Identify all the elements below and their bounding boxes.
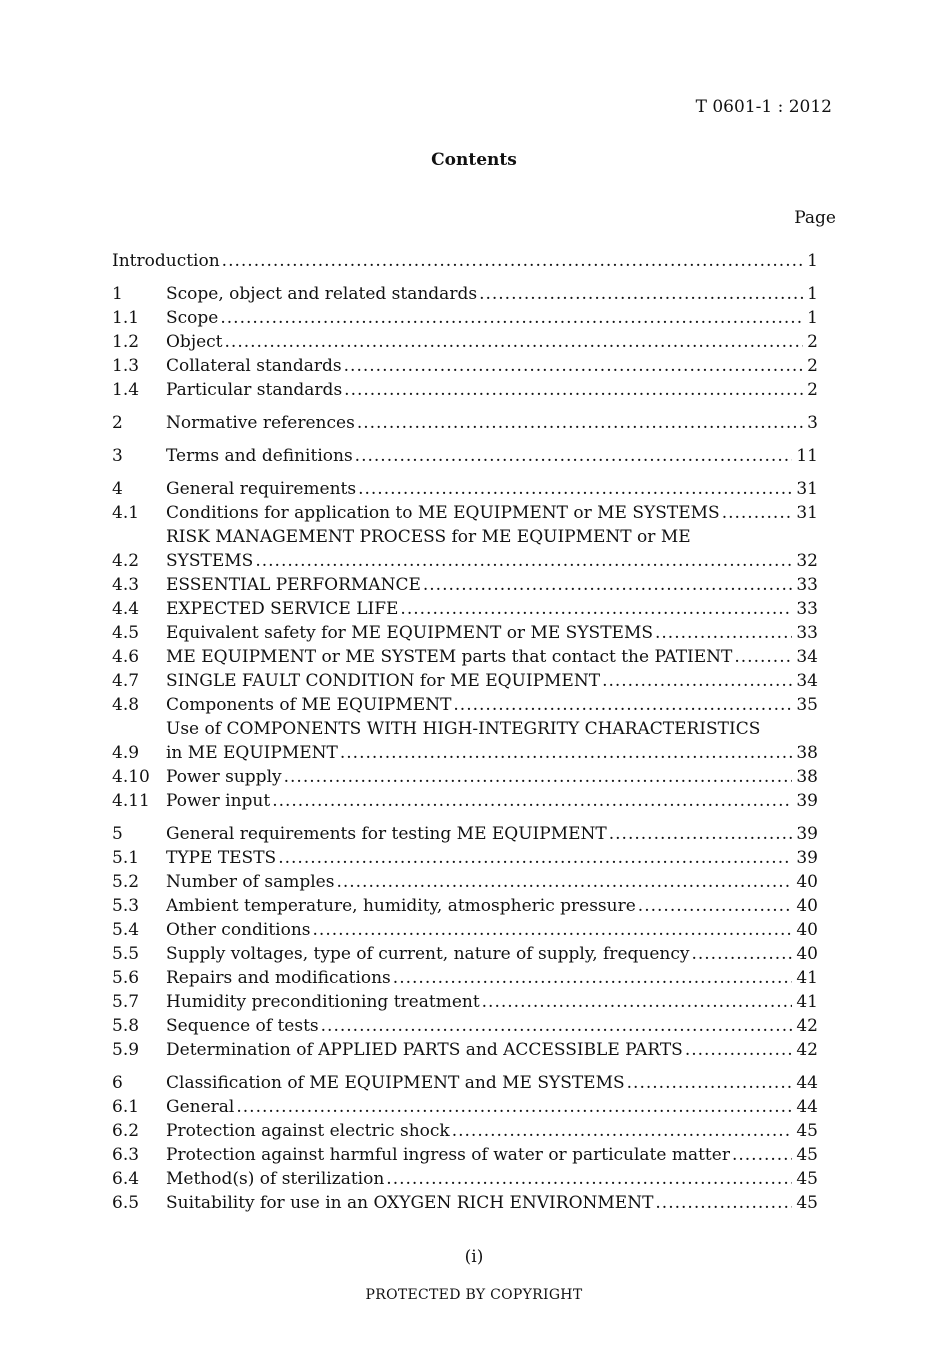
toc-entry-title: Normative references xyxy=(166,413,355,433)
dot-leader xyxy=(638,894,793,918)
toc-entry-title: Ambient temperature, humidity, atmospheric pressure xyxy=(166,896,636,916)
toc-entry-title-wrap xyxy=(166,918,796,942)
dot-leader xyxy=(225,330,804,354)
toc-entry[interactable] xyxy=(112,1191,818,1215)
toc-entry-page: 42 xyxy=(796,1016,818,1036)
toc-entry[interactable] xyxy=(112,1119,818,1143)
toc-entry-title-wrap xyxy=(166,789,796,813)
toc-entry[interactable] xyxy=(112,249,818,273)
toc-entry-number: 1 xyxy=(112,284,123,304)
toc-entry-number: 5.2 xyxy=(112,872,140,892)
toc-entry-title-wrap xyxy=(166,411,807,435)
dot-leader xyxy=(336,870,792,894)
dot-leader xyxy=(452,1119,793,1143)
toc-entry-number: 6.4 xyxy=(112,1169,140,1189)
toc-entry-page: 35 xyxy=(796,695,818,715)
toc-entry[interactable] xyxy=(112,597,818,621)
toc-entry-number: 1.2 xyxy=(112,332,140,352)
toc-entry-page: 11 xyxy=(796,446,818,466)
toc-entry[interactable] xyxy=(112,306,818,330)
dot-leader xyxy=(344,378,803,402)
toc-entry-title: Suitability for use in an OXYGEN RICH ENVIRONMENT xyxy=(166,1193,654,1213)
toc-section xyxy=(112,477,818,813)
toc-entry-number: 5 xyxy=(112,824,123,844)
dot-leader xyxy=(655,1191,792,1215)
toc-entry-number: 2 xyxy=(112,413,123,433)
toc-entry-number: 6.1 xyxy=(112,1097,140,1117)
toc-entry-number: 4.1 xyxy=(112,503,140,523)
toc-entry-title: TYPE TESTS xyxy=(166,848,277,868)
toc-entry-number: 6.3 xyxy=(112,1145,140,1165)
toc-entry-title: Sequence of tests xyxy=(166,1016,319,1036)
dot-leader xyxy=(321,1014,793,1038)
toc-entry-title: Terms and definitions xyxy=(166,446,353,466)
toc-entry-title: SINGLE FAULT CONDITION for ME EQUIPMENT xyxy=(166,671,601,691)
toc-entry[interactable] xyxy=(112,1167,818,1191)
toc-entry-title: Classification of ME EQUIPMENT and ME SYSTEMS xyxy=(166,1073,625,1093)
toc-section xyxy=(112,822,818,1062)
toc-entry-title-wrap xyxy=(166,1095,796,1119)
toc-entry-title-wrap xyxy=(166,669,796,693)
toc-entry-number: 1.1 xyxy=(112,308,140,328)
toc-entry-title-wrap xyxy=(166,621,796,645)
toc-entry-number: 6.2 xyxy=(112,1121,140,1141)
toc-entry-title-wrap xyxy=(166,477,796,501)
toc-entry-title: Particular standards xyxy=(166,380,343,400)
toc-entry[interactable] xyxy=(112,669,818,693)
dot-leader xyxy=(344,354,804,378)
toc-entry-title-wrap xyxy=(166,525,796,573)
page-number: (i) xyxy=(464,1247,484,1267)
dot-leader xyxy=(453,693,792,717)
toc-entry-number: 4.5 xyxy=(112,623,140,643)
toc-entry-title-wrap xyxy=(166,1167,796,1191)
toc-entry-title: Repairs and modifications xyxy=(166,968,391,988)
toc-entry[interactable] xyxy=(112,330,818,354)
toc-entry-title: Determination of APPLIED PARTS and ACCESSIBLE PARTS xyxy=(166,1040,683,1060)
dot-leader xyxy=(691,942,792,966)
toc-entry[interactable] xyxy=(112,870,818,894)
toc-entry-title-wrap xyxy=(166,1038,796,1062)
toc-entry-title-wrap xyxy=(166,765,796,789)
toc-entry-number: 6 xyxy=(112,1073,123,1093)
toc-entry-title: General requirements xyxy=(166,479,357,499)
toc-entry-page: 34 xyxy=(796,671,818,691)
toc-entry-title-wrap xyxy=(166,501,796,525)
toc-entry[interactable] xyxy=(112,1014,818,1038)
toc-entry-number: 5.7 xyxy=(112,992,140,1012)
toc-entry-number: 1.3 xyxy=(112,356,140,376)
dot-leader xyxy=(272,789,792,813)
toc-entry-title: Scope xyxy=(166,308,219,328)
dot-leader xyxy=(340,741,792,765)
toc-entry-title-wrap xyxy=(166,282,807,306)
toc-entry[interactable] xyxy=(112,765,818,789)
toc-entry[interactable] xyxy=(112,918,818,942)
toc-entry-page: 33 xyxy=(796,575,818,595)
toc-entry-page: 40 xyxy=(796,920,818,940)
dot-leader xyxy=(236,1095,792,1119)
toc-entry-title-wrap xyxy=(166,894,796,918)
dot-leader xyxy=(222,249,804,273)
toc-entry-page: 39 xyxy=(796,791,818,811)
toc-entry-page: 1 xyxy=(807,251,818,271)
toc-entry[interactable] xyxy=(112,822,818,846)
toc-entry-title-wrap xyxy=(166,306,807,330)
dot-leader xyxy=(255,549,792,573)
toc-entry-title: ME EQUIPMENT or ME SYSTEM parts that contact the PATIENT xyxy=(166,647,733,667)
toc-entry[interactable] xyxy=(112,1038,818,1062)
dot-leader xyxy=(400,597,792,621)
toc-entry-number: 4.9 xyxy=(112,743,140,763)
dot-leader xyxy=(357,411,803,435)
toc-entry-title: ESSENTIAL PERFORMANCE xyxy=(166,575,421,595)
toc-entry-title: Supply voltages, type of current, nature of supply, frequency xyxy=(166,944,690,964)
toc-entry-title: Protection against electric shock xyxy=(166,1121,450,1141)
toc-entry-page: 33 xyxy=(796,623,818,643)
toc-entry-page: 2 xyxy=(807,356,818,376)
toc-entry-page: 45 xyxy=(796,1145,818,1165)
toc-entry-number: 4.6 xyxy=(112,647,140,667)
dot-leader xyxy=(609,822,793,846)
dot-leader xyxy=(732,1143,792,1167)
toc-entry[interactable] xyxy=(112,1095,818,1119)
toc-entry[interactable] xyxy=(112,282,818,306)
toc-entry-title: Introduction xyxy=(112,251,220,271)
toc-section xyxy=(112,411,818,435)
toc-entry[interactable] xyxy=(112,789,818,813)
toc-entry-page: 41 xyxy=(796,992,818,1012)
toc-entry-page: 44 xyxy=(796,1073,818,1093)
toc-entry-title-wrap xyxy=(166,330,807,354)
toc-entry-title: Power input xyxy=(166,791,271,811)
toc-entry-number: 5.8 xyxy=(112,1016,140,1036)
toc-entry-title: Number of samples xyxy=(166,872,335,892)
toc-entry-title: Equivalent safety for ME EQUIPMENT or ME SYSTEMS xyxy=(166,623,653,643)
toc-entry-page: 40 xyxy=(796,872,818,892)
dot-leader xyxy=(655,621,792,645)
toc-entry-page: 40 xyxy=(796,944,818,964)
toc-entry-number: 4.11 xyxy=(112,791,150,811)
toc-entry-number: 5.6 xyxy=(112,968,140,988)
toc-entry[interactable] xyxy=(112,894,818,918)
toc-entry-title: Other conditions xyxy=(166,920,311,940)
toc-entry-page: 45 xyxy=(796,1193,818,1213)
toc-entry[interactable] xyxy=(112,717,818,765)
toc-entry-title: Collateral standards xyxy=(166,356,342,376)
toc-entry[interactable] xyxy=(112,501,818,525)
table-of-contents xyxy=(112,249,818,1224)
toc-entry-title: Humidity preconditioning treatment xyxy=(166,992,480,1012)
toc-entry-title-wrap xyxy=(166,1014,796,1038)
toc-entry-number: 5.4 xyxy=(112,920,140,940)
dot-leader xyxy=(358,477,792,501)
toc-entry-number: 4.4 xyxy=(112,599,140,619)
copyright-footer: PROTECTED BY COPYRIGHT xyxy=(365,1287,583,1303)
toc-entry-title-continued: SYSTEMS xyxy=(166,551,254,571)
dot-leader xyxy=(284,765,793,789)
toc-entry-number: 3 xyxy=(112,446,123,466)
toc-entry[interactable] xyxy=(112,378,818,402)
dot-leader xyxy=(627,1071,793,1095)
toc-entry-title-wrap xyxy=(166,444,796,468)
toc-entry[interactable] xyxy=(112,411,818,435)
toc-entry-number: 4 xyxy=(112,479,123,499)
toc-entry[interactable] xyxy=(112,573,818,597)
toc-section xyxy=(112,1071,818,1215)
toc-entry-page: 44 xyxy=(796,1097,818,1117)
toc-entry-page: 41 xyxy=(796,968,818,988)
toc-entry-number: 1.4 xyxy=(112,380,140,400)
toc-entry-number: 6.5 xyxy=(112,1193,140,1213)
toc-entry-title-continued-line xyxy=(166,549,796,573)
toc-entry-number: 5.3 xyxy=(112,896,140,916)
toc-entry-title-wrap xyxy=(166,1191,796,1215)
toc-entry[interactable] xyxy=(112,693,818,717)
toc-section xyxy=(112,282,818,402)
toc-entry[interactable] xyxy=(112,942,818,966)
toc-entry-title-wrap xyxy=(166,1119,796,1143)
page-column-label: Page xyxy=(794,208,836,228)
toc-entry-number: 4.8 xyxy=(112,695,140,715)
toc-entry-title-wrap xyxy=(166,870,796,894)
toc-entry[interactable] xyxy=(112,1143,818,1167)
toc-entry-title: Method(s) of sterilization xyxy=(166,1169,385,1189)
toc-entry-page: 1 xyxy=(807,308,818,328)
toc-entry-title-wrap xyxy=(166,354,807,378)
toc-entry-number: 5.9 xyxy=(112,1040,140,1060)
contents-heading: Contents xyxy=(431,150,517,170)
toc-entry-title: Use of COMPONENTS WITH HIGH-INTEGRITY CHARACTERISTICS xyxy=(166,719,761,739)
toc-entry[interactable] xyxy=(112,444,818,468)
toc-entry-page: 40 xyxy=(796,896,818,916)
dot-leader xyxy=(355,444,793,468)
toc-entry-title: Conditions for application to ME EQUIPMENT or ME SYSTEMS xyxy=(166,503,720,523)
toc-entry[interactable] xyxy=(112,525,818,573)
toc-entry[interactable] xyxy=(112,1071,818,1095)
toc-entry[interactable] xyxy=(112,477,818,501)
toc-entry-page: 2 xyxy=(807,380,818,400)
dot-leader xyxy=(386,1167,792,1191)
toc-entry-title: Protection against harmful ingress of water or particulate matter xyxy=(166,1145,730,1165)
toc-entry-title: Components of ME EQUIPMENT xyxy=(166,695,452,715)
toc-entry-page: 45 xyxy=(796,1121,818,1141)
toc-entry-title: Object xyxy=(166,332,223,352)
toc-entry-title: EXPECTED SERVICE LIFE xyxy=(166,599,399,619)
toc-entry-title-continued-line xyxy=(166,741,796,765)
dot-leader xyxy=(482,990,793,1014)
toc-entry-page: 1 xyxy=(807,284,818,304)
toc-entry-page: 31 xyxy=(796,479,818,499)
dot-leader xyxy=(685,1038,793,1062)
toc-entry-page: 3 xyxy=(807,413,818,433)
toc-entry-number: 4.3 xyxy=(112,575,140,595)
toc-entry-title-wrap xyxy=(166,573,796,597)
dot-leader xyxy=(734,645,792,669)
toc-entry-title-continued: in ME EQUIPMENT xyxy=(166,743,338,763)
toc-entry-title: RISK MANAGEMENT PROCESS for ME EQUIPMENT or ME xyxy=(166,527,691,547)
toc-entry-page: 31 xyxy=(796,503,818,523)
dot-leader xyxy=(393,966,793,990)
toc-entry[interactable] xyxy=(112,621,818,645)
toc-entry-title-wrap xyxy=(166,693,796,717)
toc-entry[interactable] xyxy=(112,846,818,870)
document-id: T 0601-1 : 2012 xyxy=(695,97,832,117)
toc-entry-title-wrap xyxy=(166,846,796,870)
toc-entry-title: General xyxy=(166,1097,235,1117)
toc-entry-page: 38 xyxy=(796,767,818,787)
toc-entry-page: 33 xyxy=(796,599,818,619)
toc-entry-title-wrap xyxy=(166,966,796,990)
toc-entry-page: 42 xyxy=(796,1040,818,1060)
toc-entry-page: 34 xyxy=(796,647,818,667)
toc-entry-page: 39 xyxy=(796,848,818,868)
toc-entry-title-wrap xyxy=(166,645,796,669)
dot-leader xyxy=(423,573,792,597)
dot-leader xyxy=(722,501,793,525)
toc-entry[interactable] xyxy=(112,354,818,378)
toc-entry-title-wrap xyxy=(112,249,807,273)
toc-entry-page: 45 xyxy=(796,1169,818,1189)
toc-section xyxy=(112,249,818,273)
toc-entry-number: 4.2 xyxy=(112,551,140,571)
toc-entry-title-wrap xyxy=(166,822,796,846)
toc-entry[interactable] xyxy=(112,990,818,1014)
dot-leader xyxy=(220,306,803,330)
toc-entry-page: 32 xyxy=(796,551,818,571)
toc-entry-title-wrap xyxy=(166,717,796,765)
toc-entry[interactable] xyxy=(112,966,818,990)
toc-entry-title: Scope, object and related standards xyxy=(166,284,478,304)
dot-leader xyxy=(479,282,803,306)
toc-entry-title: Power supply xyxy=(166,767,282,787)
toc-entry-number: 5.5 xyxy=(112,944,140,964)
toc-entry-page: 38 xyxy=(796,743,818,763)
toc-entry[interactable] xyxy=(112,645,818,669)
toc-entry-number: 4.7 xyxy=(112,671,140,691)
toc-entry-title-wrap xyxy=(166,990,796,1014)
toc-section xyxy=(112,444,818,468)
dot-leader xyxy=(602,669,792,693)
toc-entry-title-wrap xyxy=(166,378,807,402)
toc-entry-number: 4.10 xyxy=(112,767,150,787)
dot-leader xyxy=(278,846,792,870)
toc-entry-title-wrap xyxy=(166,1143,796,1167)
dot-leader xyxy=(313,918,793,942)
toc-entry-page: 2 xyxy=(807,332,818,352)
toc-entry-title-wrap xyxy=(166,942,796,966)
toc-entry-title-wrap xyxy=(166,1071,796,1095)
toc-entry-number: 5.1 xyxy=(112,848,140,868)
toc-entry-title: General requirements for testing ME EQUIPMENT xyxy=(166,824,607,844)
toc-entry-title-wrap xyxy=(166,597,796,621)
toc-entry-page: 39 xyxy=(796,824,818,844)
